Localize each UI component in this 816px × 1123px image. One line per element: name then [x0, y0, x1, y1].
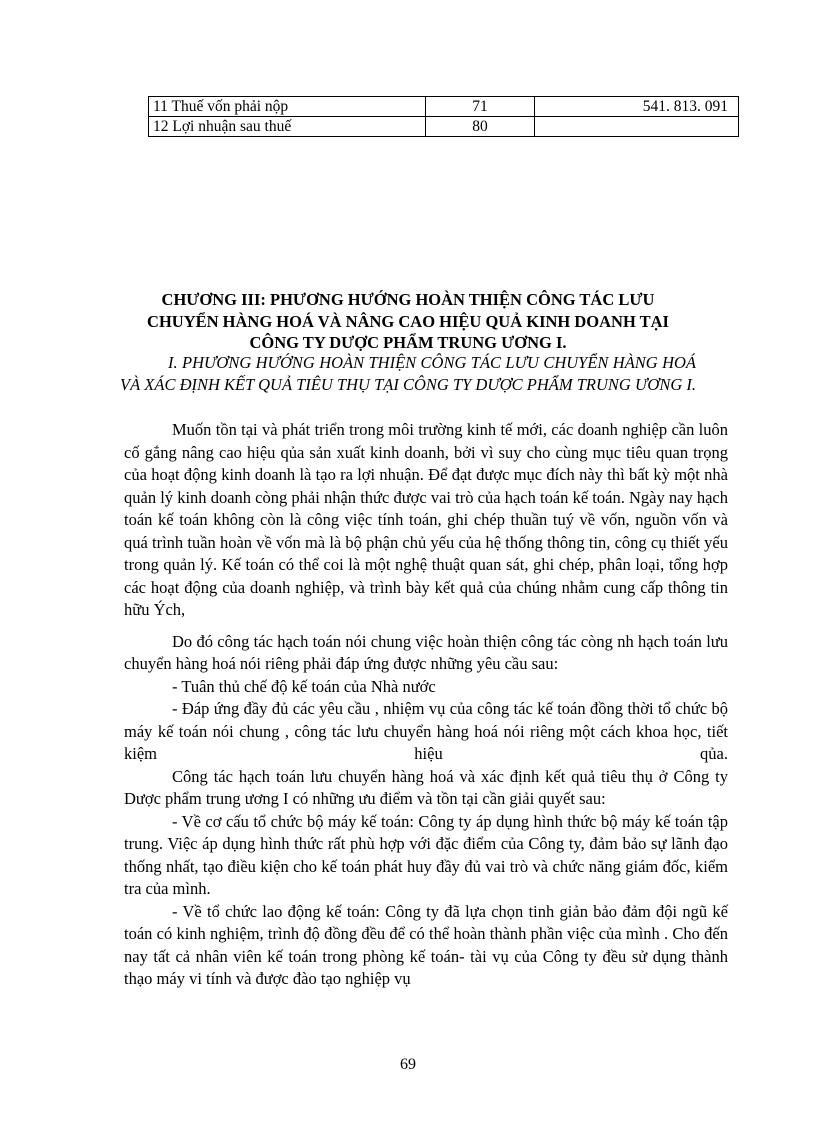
paragraph: Muốn tồn tại và phát triển trong môi trường kinh tế mới, các doanh nghiệp cần luôn cố gắng nâng cao hiệu qủa sản xuất kinh doanh, bởi vì suy cho cùng mục tiêu quan trọng của hoạt động kinh doanh là tạo ra lợi nhuận. Để đạt được mục đích này thì bất kỳ một nhà quản lý kinh doanh còng phải nhận thức được vai trò của hạch toán kế toán. Ngày nay hạch toán kế toán không còn là công việc tính toán, ghi chép thuần tuý về vốn, nguồn vốn và quá trình tuần hoàn về vốn mà là bộ phận chủ yếu của hệ thống thông tin, công cụ thiết yếu trong quản lý. Kế toán có thể coi là một nghệ thuật quan sát, ghi chép, phân loại, tổng hợp các hoạt động của doanh nghiệp, và trình bày kết quả của chúng nhằm cung cấp thông tin hữu Ých,	[124, 420, 728, 619]
page-number: 69	[400, 1056, 416, 1073]
table-row	[149, 117, 739, 137]
chapter-heading-line: CHƯƠNG III: PHƯƠNG HƯỚNG HOÀN THIỆN CÔNG TÁC LƯU	[161, 290, 655, 309]
table-row	[149, 97, 739, 117]
paragraph: Công tác hạch toán lưu chuyển hàng hoá và xác định kết quả tiêu thụ ở Công ty Dược phẩm trung ương I có những ưu điểm và tồn tại cần giải quyết sau:	[124, 766, 728, 808]
table-cell-code: 71	[426, 97, 535, 117]
table-cell-item: 11 Thuế vốn phải nộp	[149, 97, 426, 117]
paragraph: Do đó công tác hạch toán nói chung việc hoàn thiện công tác còng nh hạch toán lưu chuyển hàng hoá nói riêng phải đáp ứng được những yêu cầu sau:	[124, 631, 728, 673]
table-cell-value	[535, 117, 739, 137]
table-cell-value: 541. 813. 091	[535, 97, 739, 117]
paragraph: - Về tổ chức lao động kế toán: Công ty đã lựa chọn tinh giản bảo đảm đội ngũ kế toán có kinh nghiệm, trình độ đồng đều để có thể hoàn thành phần việc của mình . Cho đến nay tất cả nhân viên kế toán trong phòng kế toán- tài vụ của Công ty đều sử dụng thành thạo máy vi tính và được đào tạo nghiệp vụ	[124, 901, 728, 988]
paragraph: - Về cơ cấu tổ chức bộ máy kế toán: Công ty áp dụng hình thức bộ máy kế toán tập trung. Việc áp dụng hình thức rất phù hợp với đặc điểm của Công ty, đảm bảo sự lãnh đạo thống nhất, tạo điều kiện cho kế toán phát huy đầy đủ vai trò và chức năng giám đốc, kiểm tra của mình.	[124, 811, 728, 898]
financial-table	[148, 96, 739, 137]
section-title: I. PHƯƠNG HƯỚNG HOÀN THIỆN CÔNG TÁC LƯU CHUYỂN HÀNG HOÁ VÀ XÁC ĐỊNH KẾT QUẢ TIÊU THỤ TẠI CÔNG TY DƯỢC PHẨM TRUNG ƯƠNG I.	[120, 353, 696, 394]
paragraph: - Tuân thủ chế độ kế toán của Nhà nước	[172, 676, 436, 696]
chapter-heading-line: CÔNG TY DƯỢC PHẨM TRUNG ƯƠNG I.	[249, 333, 567, 352]
chapter-heading-line: CHUYỂN HÀNG HOÁ VÀ NÂNG CAO HIỆU QUẢ KINH DOANH TẠI	[147, 311, 669, 331]
paragraph: - Đáp ứng đầy đủ các yêu cầu , nhiệm vụ của công tác kế toán đồng thời tổ chức bộ máy kế toán nói chung , công tác lưu chuyển hàng hoá nói riêng một cách khoa học, tiết kiệm hiệu qủa.	[124, 699, 728, 763]
table-cell-code: 80	[426, 117, 535, 137]
chapter-heading	[120, 289, 696, 354]
section-heading	[120, 352, 696, 396]
table-cell-item: 12 Lợi nhuận sau thuế	[149, 117, 426, 137]
body-text	[124, 419, 728, 991]
